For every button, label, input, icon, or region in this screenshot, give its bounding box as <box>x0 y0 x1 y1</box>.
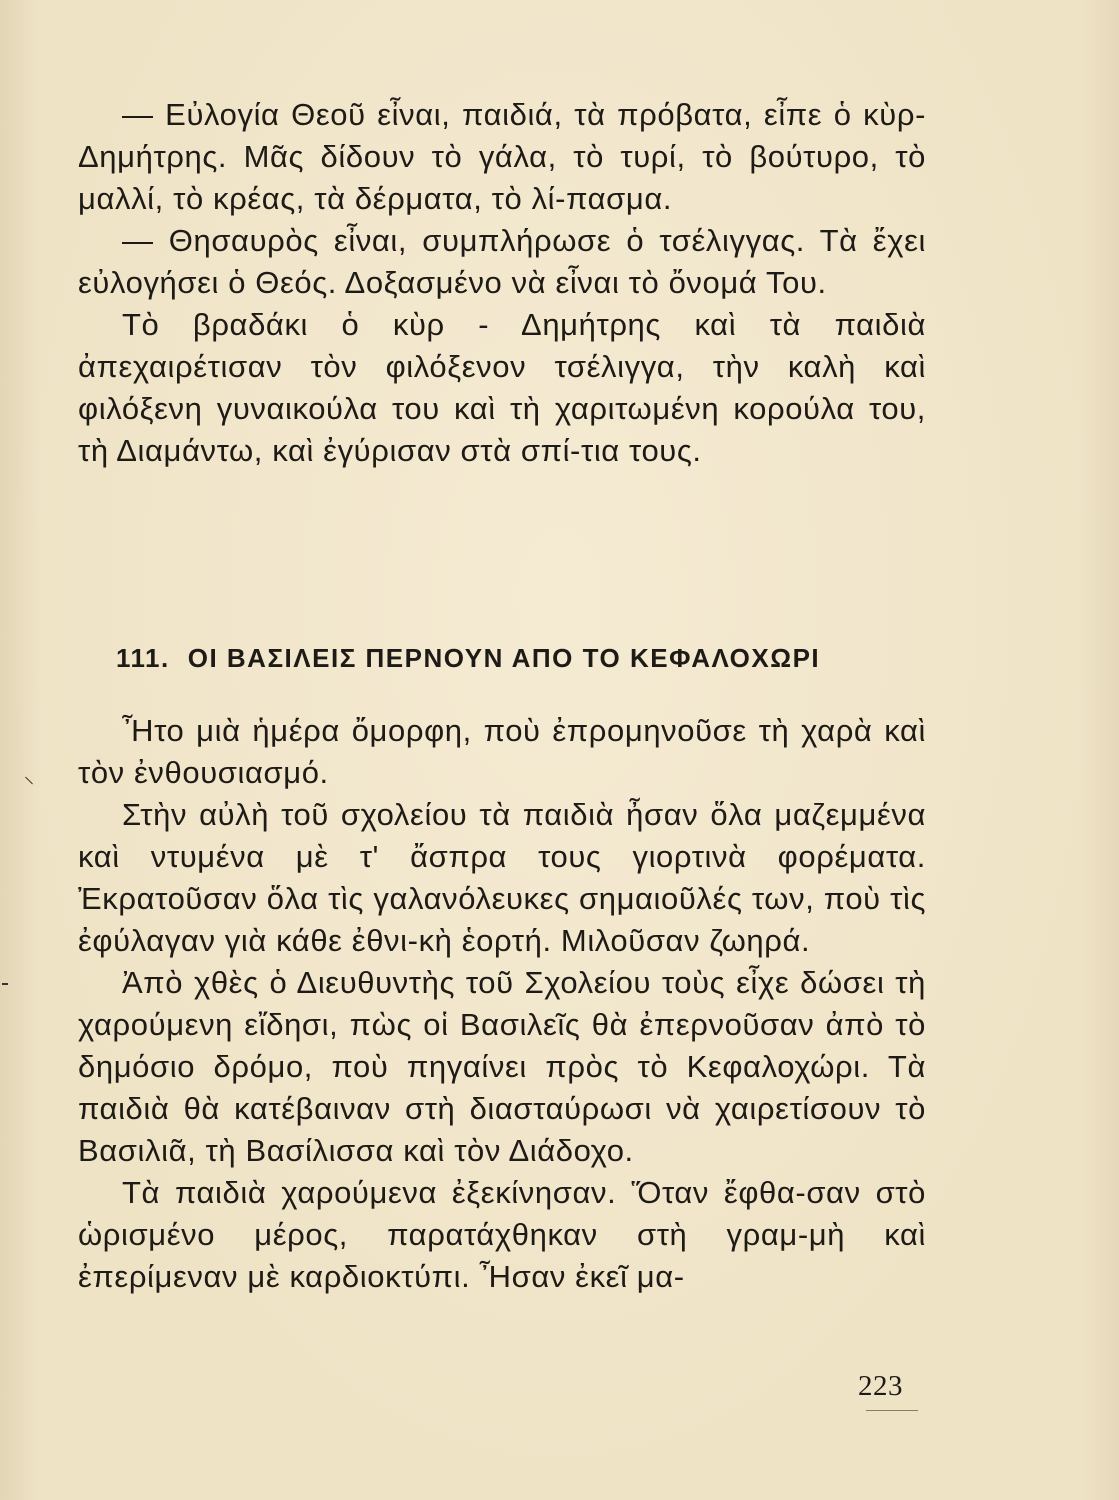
paragraph: Στὴν αὐλὴ τοῦ σχολείου τὰ παιδιὰ ἦσαν ὅλα μαζεμμένα καὶ ντυμένα μὲ τ' ἄσπρα τους γιορτινὰ φορέματα. Ἐκρατοῦσαν ὅλα τὶς γαλανόλευκες σημαιοῦλές των, ποὺ τὶς ἐφύλαγαν γιὰ κάθε ἐθνι-κὴ ἑορτή. Μιλοῦσαν ζωηρά. <box>78 797 926 958</box>
scan-mark <box>2 983 8 985</box>
paragraph: Ἀπὸ χθὲς ὁ Διευθυντὴς τοῦ Σχολείου τοὺς εἶχε δώσει τὴ χαρούμενη εἴδησι, πὼς οἱ Βασιλεῖς θὰ ἐπερνοῦσαν ἀπὸ τὸ δημόσιο δρόμο, ποὺ πηγαίνει πρὸς τὸ Κεφαλοχώρι. Τὰ παιδιὰ θὰ κατέβαιναν στὴ διασταύρωσι νὰ χαιρετίσουν τὸ Βασιλιᾶ, τὴ Βασίλισσα καὶ τὸν Διάδοχο. <box>78 965 926 1168</box>
paragraph: Ἦτο μιὰ ἡμέρα ὄμορφη, ποὺ ἐπρομηνοῦσε τὴ χαρὰ καὶ τὸν ἐνθουσιασμό. <box>78 713 926 790</box>
page-number: 223 <box>858 1370 903 1402</box>
paragraph: Τὰ παιδιὰ χαρούμενα ἐξεκίνησαν. Ὅταν ἔφθα-σαν στὸ ὡρισμένο μέρος, παρατάχθηκαν στὴ γραμ-μὴ καὶ ἐπερίμεναν μὲ καρδιοκτύπι. Ἦσαν ἐκεῖ μα- <box>78 1175 926 1294</box>
section-title: ΟΙ ΒΑΣΙΛΕΙΣ ΠΕΡΝΟΥΝ ΑΠΟ ΤΟ ΚΕΦΑΛΟΧΩΡΙ <box>187 643 821 673</box>
text-block-bottom <box>78 710 926 1298</box>
section-heading <box>116 643 946 674</box>
scan-mark <box>25 777 33 785</box>
section-number: 111. <box>116 643 170 673</box>
page-number-rule <box>866 1410 918 1411</box>
paragraph: Τὸ βραδάκι ὁ κὺρ - Δημήτρης καὶ τὰ παιδιὰ ἀπεχαιρέτισαν τὸν φιλόξενον τσέλιγγα, τὴν καλὴ καὶ φιλόξενη γυναικούλα του καὶ τὴ χαριτωμένη κορούλα του, τὴ Διαμάντω, καὶ ἐγύρισαν στὰ σπί-τια τους. <box>78 307 926 468</box>
paragraph: — Θησαυρὸς εἶναι, συμπλήρωσε ὁ τσέλιγγας. Τὰ ἔχει εὐλογήσει ὁ Θεός. Δοξασμένο νὰ εἶναι τὸ ὄνομά Του. <box>78 223 926 300</box>
text-block-top <box>78 94 926 472</box>
paragraph: — Εὐλογία Θεοῦ εἶναι, παιδιά, τὰ πρόβατα, εἶπε ὁ κὺρ-Δημήτρης. Μᾶς δίδουν τὸ γάλα, τὸ τυρί, τὸ βούτυρο, τὸ μαλλί, τὸ κρέας, τὰ δέρματα, τὸ λί-πασμα. <box>78 97 926 216</box>
